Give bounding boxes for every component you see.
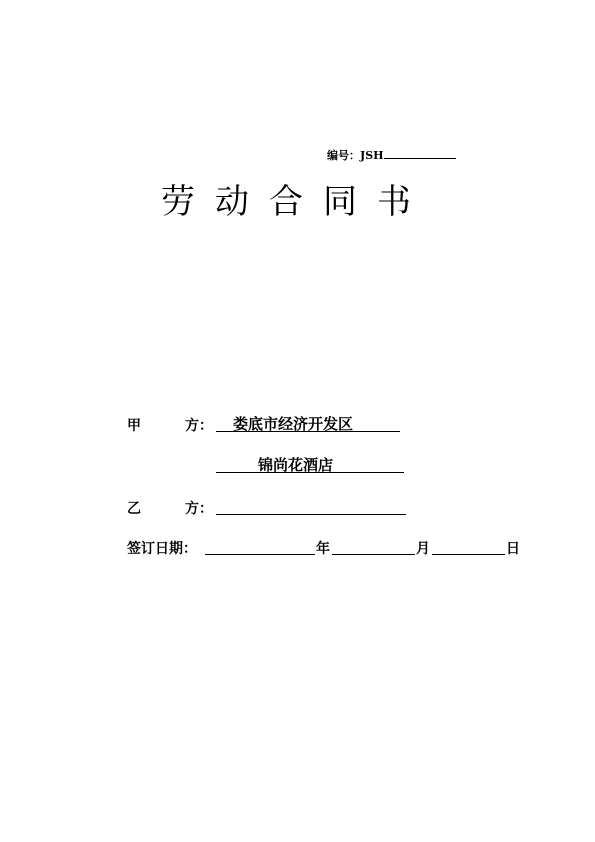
document-title: 劳动合同书 <box>161 182 431 222</box>
signing-date-label: 签订日期： <box>127 541 197 557</box>
contract-number-label: 编号：JSH <box>327 149 384 162</box>
party-b-side-label: 方： <box>185 501 213 517</box>
signing-day-blank[interactable] <box>432 554 505 555</box>
signing-day-unit: 日 <box>506 541 520 557</box>
party-a-line2-value: 锦尚花酒店 <box>258 456 334 474</box>
party-a-line1-value: 娄底市经济开发区 <box>233 415 354 433</box>
party-b-label: 乙 <box>127 501 141 517</box>
signing-year-unit: 年 <box>316 541 330 557</box>
party-a-side-label: 方： <box>185 418 213 434</box>
party-b-underline[interactable] <box>216 514 406 515</box>
contract-number-blank[interactable] <box>384 147 456 159</box>
signing-year-blank[interactable] <box>205 554 315 555</box>
signing-month-blank[interactable] <box>332 554 415 555</box>
signing-month-unit: 月 <box>416 541 430 557</box>
contract-number-line <box>327 147 456 164</box>
party-a-label: 甲 <box>127 418 141 434</box>
